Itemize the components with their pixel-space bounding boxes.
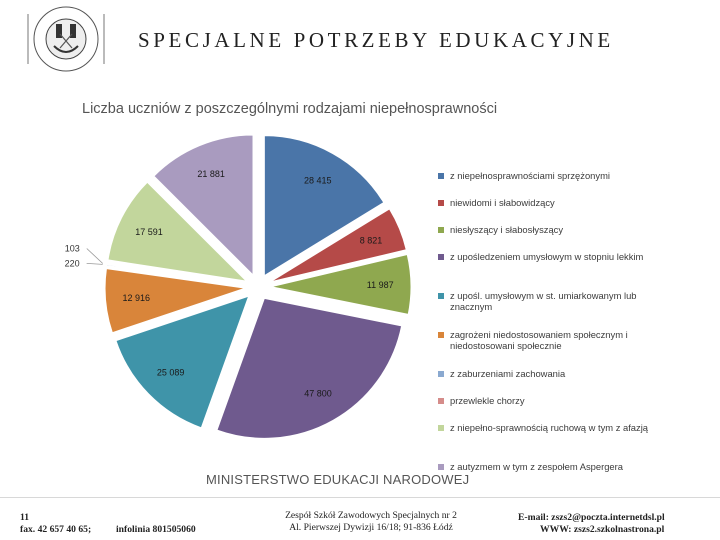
data-label: 8 821 — [359, 235, 383, 246]
data-label: 21 881 — [197, 169, 225, 180]
data-label: 17 591 — [135, 226, 163, 237]
legend-swatch — [438, 173, 444, 179]
data-label: 12 916 — [122, 293, 151, 304]
legend-label: niesłyszący i słabosłyszący — [450, 224, 564, 235]
data-label: 11 987 — [366, 279, 394, 290]
label-leader-line — [87, 248, 103, 263]
school-address: Al. Pierwszej Dywizji 16/18; 91-836 Łódź — [289, 522, 453, 533]
page-number: 11 — [20, 512, 30, 523]
label-leader-line — [87, 263, 103, 264]
data-label: 28 415 — [303, 175, 332, 186]
legend-label: z autyzmem w tym z zespołem Aspergera — [450, 461, 623, 472]
legend-swatch — [438, 425, 444, 431]
data-label: 103 — [64, 243, 80, 254]
legend-swatch — [438, 332, 444, 338]
helpline-number: infolinia 801505060 — [116, 524, 196, 535]
pie-slice — [217, 298, 402, 438]
legend-swatch — [438, 371, 444, 377]
legend-swatch — [438, 254, 444, 260]
website-link[interactable]: WWW: zszs2.szkolnastrona.pl — [540, 524, 665, 535]
legend-label: z zaburzeniami zachowania — [450, 368, 566, 379]
footer — [0, 500, 720, 540]
legend-label: z niepełnosprawnościami sprzężonymi — [450, 170, 610, 181]
chart-title: Liczba uczniów z poszczególnymi rodzajami niepełnosprawności — [82, 101, 498, 117]
legend-label: z upośledzeniem umysłowym w stopniu lekkim — [450, 251, 644, 262]
legend-label: niewidomi i słabowidzący — [450, 197, 555, 208]
legend-label: przewlekle chorzy — [450, 395, 525, 406]
source-label: MINISTERSTWO EDUKACJI NARODOWEJ — [206, 472, 470, 487]
school-name: Zespół Szkół Zawodowych Specjalnych nr 2 — [285, 510, 457, 521]
fax-number: fax. 42 657 40 65; — [20, 524, 92, 535]
legend-swatch — [438, 464, 444, 470]
legend-label: z niepełno-sprawnością ruchową w tym z afazją — [450, 422, 649, 433]
data-label: 47 800 — [304, 388, 332, 399]
page-title: SPECJALNE POTRZEBY EDUKACYJNE — [138, 28, 614, 52]
footer-divider — [0, 497, 720, 498]
data-label: 25 089 — [156, 367, 185, 378]
legend-swatch — [438, 398, 444, 404]
legend-swatch — [438, 293, 444, 299]
legend-label: z upośl. umysłowym w st. umiarkowanym lub znacznym — [450, 290, 637, 312]
legend-swatch — [438, 227, 444, 233]
data-label: 220 — [64, 258, 80, 269]
legend-swatch — [438, 200, 444, 206]
legend-label: zagrożeni niedostosowaniem społecznym i niedostosowani społecznie — [450, 329, 628, 351]
email-link[interactable]: E-mail: zszs2@poczta.internetdsl.pl — [518, 512, 665, 523]
